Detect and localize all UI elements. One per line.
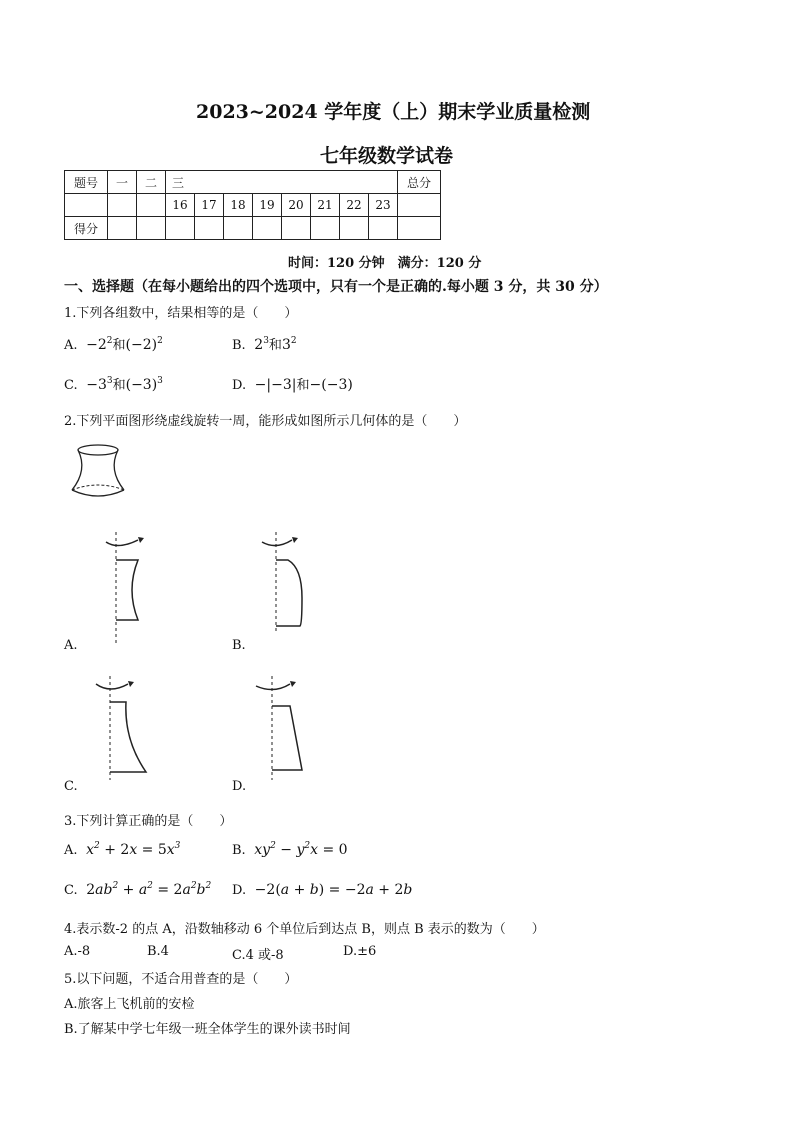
q2-option-d-figure (250, 672, 320, 782)
q1-option-c: C. $-3^3$和$(-3)^3$ (64, 376, 163, 393)
score-table-section-2: 二 (137, 171, 166, 194)
q2-option-b-label: B. (232, 638, 246, 653)
score-table-total-label: 总分 (398, 171, 441, 194)
score-table-qnum: 18 (224, 194, 253, 217)
q3-a-label: A. (64, 843, 78, 858)
q1-option-a: A. $-2^2$和$(-2)^2$ (64, 336, 163, 353)
q5-option-a: A.旅客上飞机前的安检 (64, 997, 195, 1012)
score-table-qnum: 16 (166, 194, 195, 217)
q1-b-conj: 和 (268, 338, 282, 353)
q1-d-conj: 和 (296, 378, 310, 393)
q2-option-a-figure (98, 528, 158, 650)
exam-info: 时间：120 分钟 满分：120 分 (288, 256, 482, 271)
q3-b-label: B. (232, 843, 246, 858)
q1-c-label: C. (64, 378, 78, 393)
solid-figure-image (66, 440, 130, 504)
q1-a-label: A. (64, 338, 78, 353)
q1-c-conj: 和 (112, 378, 126, 393)
score-table-score-label: 得分 (65, 217, 108, 240)
q4-option-b: B.4 (147, 944, 169, 959)
q2-option-a-label: A. (64, 638, 78, 653)
q1-b-label: B. (232, 338, 246, 353)
q5-stem: 5.以下问题，不适合用普查的是（ ） (64, 972, 298, 987)
q3-stem: 3.下列计算正确的是（ ） (64, 814, 233, 829)
q2-option-b-figure (256, 528, 316, 638)
q1-stem: 1.下列各组数中，结果相等的是（ ） (64, 306, 298, 321)
q1-option-d: D. −|−3|和−(−3) (232, 377, 353, 393)
q3-c-label: C. (64, 883, 78, 898)
q5-option-b: B.了解某中学七年级一班全体学生的课外读书时间 (64, 1022, 351, 1037)
q3-option-b: B. $xy^2 - y^2x = 0$ (232, 841, 348, 858)
score-table-section-3: 三 (166, 171, 398, 194)
q3-d-label: D. (232, 883, 247, 898)
q4-option-d: D.±6 (343, 944, 377, 959)
q4-option-a: A.-8 (64, 944, 91, 959)
q4-stem: 4.表示数-2 的点 A，沿数轴移动 6 个单位后到达点 B，则点 B 表示的数为（ ） (64, 922, 545, 937)
exam-title: 2023~2024 学年度（上）期末学业质量检测 (196, 101, 591, 123)
score-table-qnum: 19 (253, 194, 282, 217)
exam-subtitle: 七年级数学试卷 (320, 145, 454, 167)
q2-option-d-label: D. (232, 779, 247, 794)
score-table-qnum: 21 (311, 194, 340, 217)
q2-option-c-figure (90, 672, 160, 782)
q4-option-c: C.4 或-8 (232, 948, 284, 963)
score-table-header-label: 题号 (65, 171, 108, 194)
section-1-heading: 一、选择题（在每小题给出的四个选项中，只有一个是正确的.每小题 3 分，共 30 分） (64, 279, 608, 295)
q1-a-conj: 和 (112, 338, 126, 353)
q3-option-c: C. $2ab^2 + a^2 = 2a^2b^2$ (64, 881, 212, 898)
score-table-section-1: 一 (108, 171, 137, 194)
q1-option-b: B. $2^3$和$3^2$ (232, 336, 297, 353)
score-table (64, 170, 441, 240)
score-table-qnum: 17 (195, 194, 224, 217)
score-table-qnum: 20 (282, 194, 311, 217)
q3-option-d: D. −2(a + b) = −2a + 2b (232, 882, 413, 898)
q2-option-c-label: C. (64, 779, 78, 794)
q3-option-a: A. $x^2 + 2x = 5x^3$ (64, 841, 181, 858)
score-table-qnum: 23 (369, 194, 398, 217)
q1-d-label: D. (232, 378, 247, 393)
q2-stem: 2.下列平面图形绕虚线旋转一周，能形成如图所示几何体的是（ ） (64, 414, 467, 429)
score-table-qnum: 22 (340, 194, 369, 217)
